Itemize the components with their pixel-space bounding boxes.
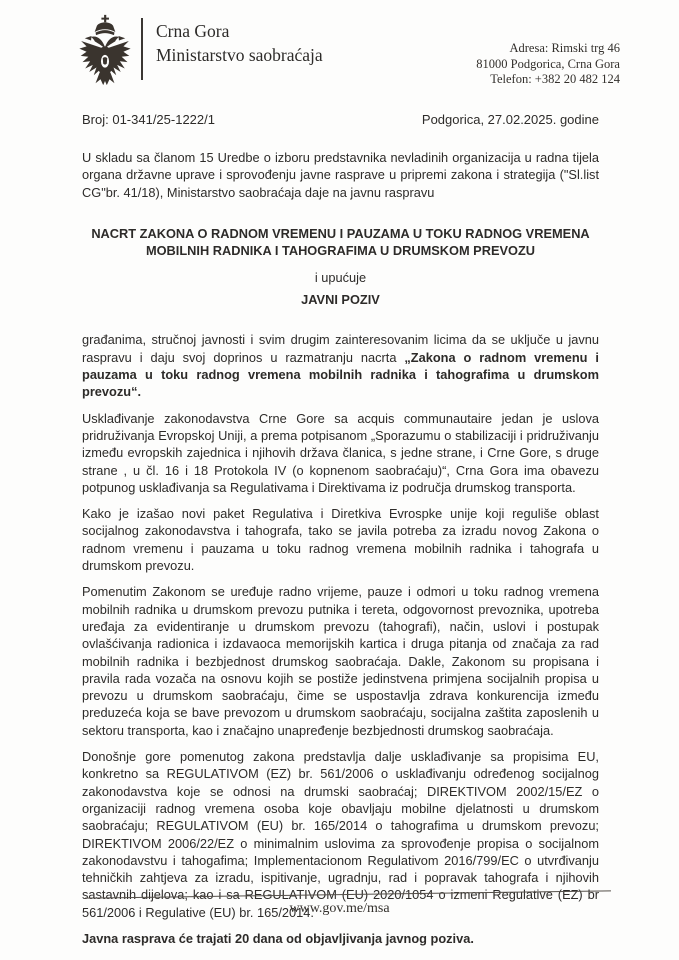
montenegro-coat-of-arms-icon [78, 14, 132, 86]
letterhead [78, 14, 620, 114]
document-body [82, 149, 599, 956]
paragraph-law-scope: Pomenutim Zakonom se uređuje radno vrijeme, pauze i odmori u toku radnog vremena mobilnih radnika u drumskom prevozu putnika i tereta, odgovornost prevoznika, upotreba uređaja za evidentiranje u drumskom prevozu (tahografi), način, uslovi i postupak ovlašćivanja radionica i izdavaoca memorijskih kartica i druga pitanja od značaja za rad mobilnih radnika i bezbjednost drumskog saobraćaja. Dakle, Zakonom su propisana i pravila rada vozača na osnovu kojih se postiže jedinstvena primjena socijalnih propisa u prevozu u drumskom saobraćaju, čime se uspostavlja zdrava konkurencija između preduzeća koja se bave prevozom u drumskom saobraćaju, socijalna zaštita zaposlenih u sektoru transporta, kao i značajno unapređenje bezbjednosti drumskog saobraćaja. [82, 584, 599, 738]
contact-address-block [476, 41, 620, 88]
document-subtitle: JAVNI POZIV [301, 292, 380, 308]
org-ministry: Ministarstvo saobraćaja [156, 45, 323, 65]
org-country: Crna Gora [156, 21, 230, 41]
address-phone: Telefon: +382 20 482 124 [490, 72, 620, 86]
paragraph-eu-harmonization: Usklađivanje zakonodavstva Crne Gore sa acquis communautaire jedan je uslova pridruživanja Evropskoj Uniji, a prema potpisanom „Sporazumu o stabilizaciji i pridruživanju između evropskih zajednica i njihovih država članica, s jedne strane, i Crne Gore, s druge strane , u čl. 16 i 18 Protokola IV (o kopnenom saobraćaju)“, Crna Gora ima obavezu potpunog usklađivanja sa Regulativama i Direktivama iz područja drumskog transporta. [82, 410, 599, 495]
footer-website: www.gov.me/msa [289, 901, 390, 916]
paragraph-1-normal: građanima, stručnoj javnosti i svim drugim zainteresovanim licima da se uključe u javnu raspravu i daju svoj doprinos u razmatranju nacrta [82, 332, 599, 365]
paragraph-new-regulation-package: Kako je izašao novi paket Regulativa i Diretkiva Evrospke unije koji reguliše oblast socijalnog zakonodavstva i tahografa, tako se javila potreba za izradu novog Zakona o radnom vremenu i pauzama u toku radnog vremena mobilnih radnika i tahografa u drumskom prevozu. [82, 506, 599, 574]
intro-paragraph: U skladu sa članom 15 Uredbe o izboru predstavnika nevladinih organizacija u radna tijela organa državne uprave i sprovođenju javne rasprave u pripremi zakona i strategija ("Sl.list CG"br. 41/18), Ministarstvo saobraćaja daje na javnu raspravu [82, 150, 599, 200]
place-and-date: Podgorica, 27.02.2025. godine [421, 112, 599, 127]
document-title: NACRT ZAKONA O RADNOM VREMENU I PAUZAMA U TOKU RADNOG VREMENA MOBILNIH RADNIKA I TAHOGRAFIMA U DRUMSKOM PREVOZU [91, 225, 590, 259]
document-meta-row [82, 112, 599, 127]
organization-name [156, 19, 323, 67]
paragraph-eu-regulations-list: Donošnje gore pomenutog zakona predstavlja dalje usklađivanje sa propisima EU, konkretno sa REGULATIVOM (EZ) br. 561/2006 o usklađivanju određenog socijalnog zakonodavstva koje se odnosi na drumski saobraćaj; DIREKTIVOM 2002/15/EZ o organizaciji radnog vremena osoba koje obavljaju mobilne djelatnosti u drumskom saobraćaju; REGULATIVOM (EU) br. 165/2014 o tahografima u drumskom prevozu; DIREKTIVOM 2006/22/EZ o minimalnim uslovima za sprovođenje propisa o socijalnom zakonodavstvu i tahogafima; Implementacionom Regulativom 2016/799/EC o utvrđivanju tehničkih zahtjeva za izradu, ispitivanje, ugradnju, rad i popravak tahografa i njihovih sastavnih dijelova; kao i sa REGULATIVOM (EU) 2020/1054 o izmeni Regulative (EZ) br 561/2006 i Regulative (EU) br. 165/2014. [82, 749, 599, 920]
connector-text: i upućuje [314, 269, 367, 285]
paragraph-1-bold-law-name: „Zakona o radnom vremenu i pauzama u toku radnog vremena mobilnih radnika i tahografima u drumskom prevozu“. [82, 349, 599, 400]
paragraph-public-invitation [82, 331, 599, 400]
address-street: Adresa: Rimski trg 46 [509, 41, 620, 55]
letterhead-divider [141, 18, 143, 80]
address-city: 81000 Podgorica, Crna Gora [476, 56, 620, 71]
public-debate-duration: Javna rasprava će trajati 20 dana od objavljivanja javnog poziva. [82, 930, 474, 946]
document-number: Broj: 01-341/25-1222/1 [82, 112, 215, 127]
